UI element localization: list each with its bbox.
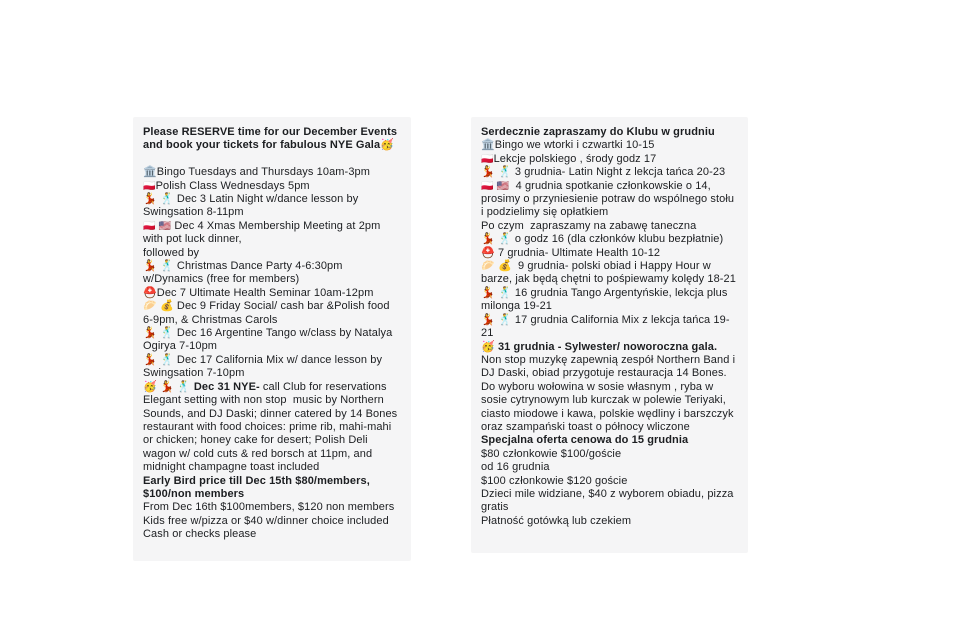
text-segment: 17 grudnia California Mix z lekcja tańca 19-21 [481,313,730,340]
post-line [481,233,738,246]
text-segment: followed by [143,246,200,259]
poland-flag-emoji: 🇵🇱 [481,180,494,192]
text-segment: Bingo we wtorki i czwartki 10-15 [494,139,655,152]
post-line [143,394,401,474]
post-line [143,287,401,300]
post-line [143,247,401,260]
text-segment: Dec 3 Latin Night w/dance lesson by Swingsation 8-11pm [143,193,362,219]
blank-line [143,153,401,166]
man-dancing-emoji: 🕺 [497,286,512,299]
text-segment: 16 grudnia Tango Argentyńskie, lekcja plus milonga 19-21 [481,286,731,313]
man-dancing-emoji: 🕺 [497,233,512,246]
text-segment: Kids free w/pizza or $40 w/dinner choice included [143,514,389,527]
woman-dancing-emoji: 💃 [481,286,495,299]
post-line [481,166,738,179]
post-line [143,501,401,514]
text-segment: Dec 7 Ultimate Health Seminar 10am-12pm [156,286,374,299]
partying-face-emoji: 🥳 [143,380,157,393]
text-segment: $80 członkowie $100/goście [481,447,622,460]
post-line [481,287,738,314]
text-segment: Do wyboru wołowina w sosie własnym , ryba w sosie cytrynowym lub kurczak w polewie Teriyaki, ciasto miodowe i kawa, polskie wędliny i barszczyk oraz szampański toast o północy wliczone [481,380,737,433]
post-line [143,354,401,381]
text-segment: Płatność gotówką lub czekiem [481,514,632,527]
woman-dancing-emoji: 💃 [143,327,157,340]
post-line [481,247,738,260]
woman-dancing-emoji: 💃 [143,353,157,366]
post-line [143,381,401,394]
post-line [143,300,401,327]
post-line [481,180,738,220]
woman-dancing-emoji: 💃 [143,193,157,206]
text-segment: Serdecznie zapraszamy do Klubu w grudniu [481,126,715,138]
post-line [481,381,738,435]
poland-flag-emoji: 🇵🇱 [481,153,494,165]
text-segment: Cash or checks please [143,528,257,541]
woman-dancing-emoji: 💃 [481,166,495,179]
post-line [143,475,401,502]
text-segment: o godz 16 (dla członków klubu bezpłatnie) [511,233,724,246]
text-segment: Non stop muzykę zapewnią zespół Northern Band i DJ Daski, obiad przygotuje restauracja 14 Bones. [481,353,739,380]
money-bag-emoji: 💰 [159,300,174,313]
partying-face-emoji: 🥳 [380,139,394,152]
post-line [143,180,401,193]
event-post-polish [471,117,748,553]
woman-dancing-emoji: 💃 [481,233,495,246]
text-segment: Po czym zapraszamy na zabawę taneczna [481,219,697,232]
text-segment: 3 grudnia- Latin Night z lekcja tańca 20-23 [511,166,726,179]
post-line [481,314,738,341]
man-dancing-emoji: 🕺 [159,327,174,340]
text-segment: Dec 9 Friday Social/ cash bar &Polish food 6-9pm, & Christmas Carols [143,300,393,326]
text-segment: From Dec 16th $100members, $120 non members [143,501,395,514]
dumpling-emoji: 🥟 [481,260,495,273]
text-segment: Polish Class Wednesdays 5pm [155,179,310,192]
money-bag-emoji: 💰 [497,260,512,273]
text-segment: Specjalna oferta cenowa do 15 grudnia [481,434,689,447]
post-line [481,153,738,166]
text-segment: $100 członkowie $120 goście [481,474,628,487]
text-segment: Elegant setting with non stop music by Northern Sounds, and DJ Daski; dinner catered by 14 Bones restaurant with food choices: prime rib, mahi-mahi or chicken; honey cake for desert; Polish Deli wagon w/ cold cuts & red borsch at 11pm, and midnight champagne toast included [143,394,401,474]
text-segment: Christmas Dance Party 4-6:30pm w/Dynamics (free for members) [143,260,346,286]
post-line [143,166,401,179]
helmet-white-cross-emoji: ⛑️ [143,286,157,299]
text-segment: od 16 grudnia [481,461,550,474]
post-line [481,126,738,139]
text-segment: Dec 31 NYE- [190,380,260,393]
post-line [143,327,401,354]
man-dancing-emoji: 🕺 [176,380,191,393]
post-line [481,515,738,528]
helmet-white-cross-emoji: ⛑️ [481,246,495,259]
man-dancing-emoji: 🕺 [497,313,512,326]
event-post-english [133,117,411,561]
man-dancing-emoji: 🕺 [497,166,512,179]
text-segment: Lekcje polskiego , środy godz 17 [493,152,657,165]
post-line [481,475,738,488]
us-flag-emoji: 🇺🇸 [158,220,172,232]
text-segment: Please RESERVE time for our December Events and book your tickets for fabulous NYE Gala [143,126,401,152]
post-line [481,434,738,447]
post-line [481,448,738,461]
poland-flag-emoji: 🇵🇱 [143,220,156,232]
text-segment: Dec 17 California Mix w/ dance lesson by Swingsation 7-10pm [143,353,386,380]
text-segment: Bingo Tuesdays and Thursdays 10am-3pm [156,166,371,179]
post-line [143,515,401,528]
post-line [143,126,401,153]
man-dancing-emoji: 🕺 [159,353,174,366]
text-segment: call Club for reservations [259,380,387,393]
post-line [143,193,401,220]
us-flag-emoji: 🇺🇸 [496,180,510,192]
post-line [481,220,738,233]
poland-flag-emoji: 🇵🇱 [143,180,156,192]
woman-dancing-emoji: 💃 [481,313,495,326]
post-line [481,341,738,354]
post-line [481,260,738,287]
man-dancing-emoji: 🕺 [159,193,174,206]
post-line [143,260,401,287]
classical-building-emoji: 🏛️ [143,166,157,179]
text-segment: Dec 16 Argentine Tango w/class by Natalya Ogirya 7-10pm [143,327,396,353]
text-segment: 31 grudnia - Sylwester/ noworoczna gala. [494,340,718,353]
text-segment: Dec 4 Xmas Membership Meeting at 2pm with pot luck dinner, [143,219,384,246]
text-segment: 4 grudnia spotkanie członkowskie o 14, prosimy o przyniesienie potraw do wspólnego stołu i podzielimy się opłatkiem [481,179,738,219]
woman-dancing-emoji: 💃 [159,380,174,393]
dumpling-emoji: 🥟 [143,300,157,313]
partying-face-emoji: 🥳 [481,340,495,353]
man-dancing-emoji: 🕺 [159,260,174,273]
post-line [143,528,401,541]
woman-dancing-emoji: 💃 [143,260,157,273]
text-segment: Dzieci mile widziane, $40 z wyborem obiadu, pizza gratis [481,487,737,514]
post-line [481,488,738,515]
post-line [481,354,738,381]
post-line [481,461,738,474]
post-line [143,220,401,247]
classical-building-emoji: 🏛️ [481,139,495,152]
text-segment: Early Bird price till Dec 15th $80/members, $100/non members [143,474,374,500]
post-line [481,139,738,152]
text-segment: 7 grudnia- Ultimate Health 10-12 [494,246,661,259]
text-segment: 9 grudnia- polski obiad i Happy Hour w barze, jak będą chętni to pośpiewamy kolędy 18-21 [481,260,736,286]
